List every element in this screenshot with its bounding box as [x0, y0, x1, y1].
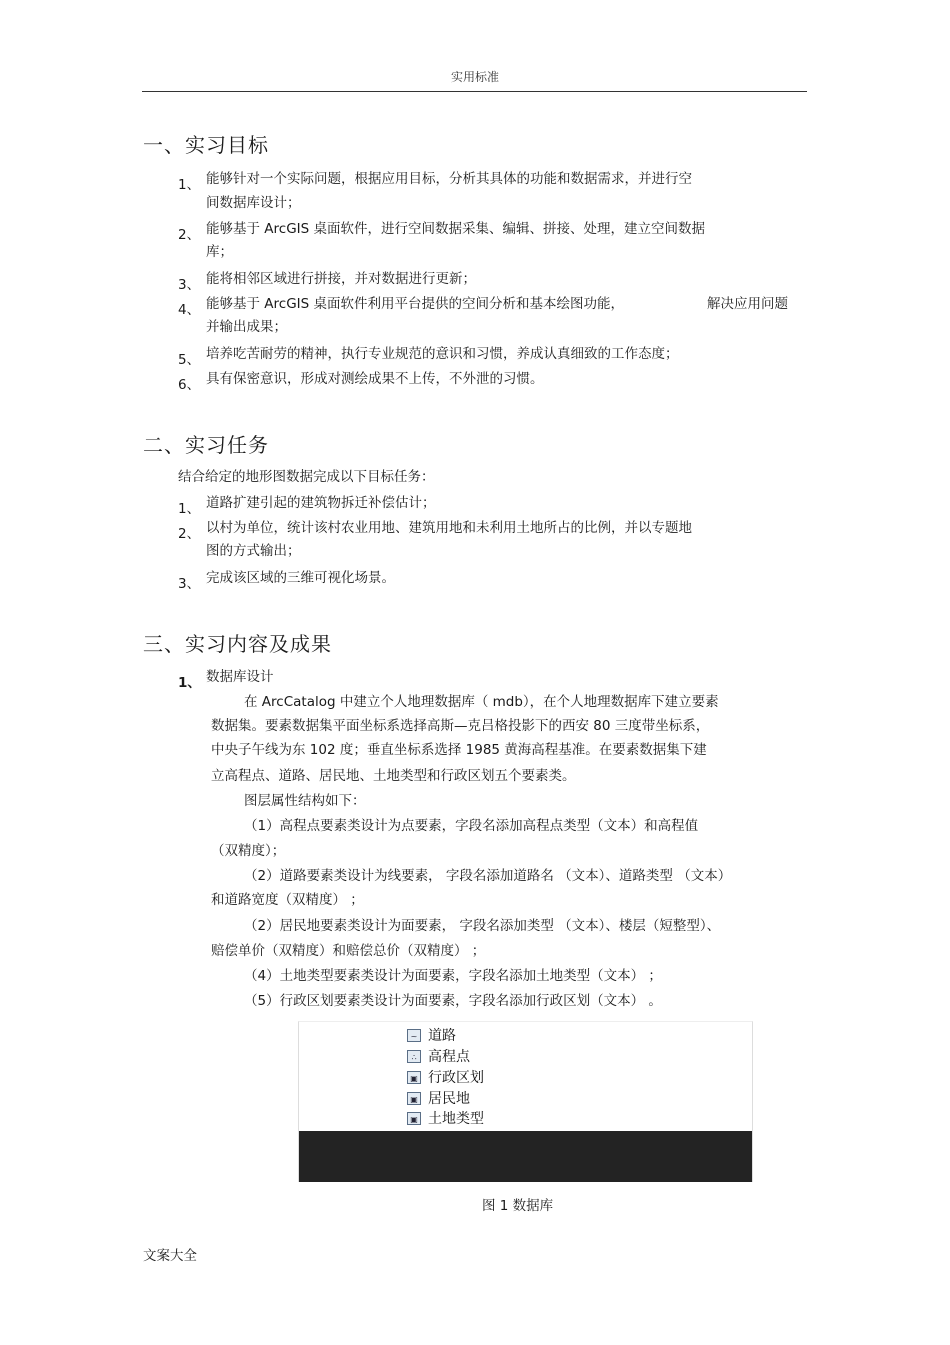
tree-item-admin — [407, 1068, 484, 1086]
s2-item-2-num: 2、 — [178, 526, 201, 542]
tree-item-label: 居民地 — [428, 1091, 470, 1107]
header-rule — [142, 91, 807, 92]
s3-para-line-2: 数据集。要素数据集平面坐标系选择高斯—克吕格投影下的西安 80 三度带坐标系， — [211, 718, 710, 734]
tree-item-road — [407, 1026, 456, 1044]
s2-item-2-line1: 以村为单位，统计该村农业用地、建筑用地和未利用土地所占的比例，并以专题地 — [206, 520, 692, 536]
s3-layer-line-2: （双精度）； — [211, 843, 286, 859]
page-footer: 文案大全 — [143, 1248, 197, 1264]
tree-item-label: 道路 — [428, 1028, 456, 1044]
s3-para-line-4: 立高程点、道路、居民地、土地类型和行政区划五个要素类。 — [211, 768, 576, 784]
s3-layer-line-7: （4）土地类型要素类设计为面要素，字段名添加土地类型（文本） ； — [244, 968, 662, 984]
s2-item-2-line2: 图的方式输出； — [206, 543, 301, 559]
polygon-feature-icon: ▣ — [407, 1071, 421, 1084]
tree-item-landuse — [407, 1109, 484, 1127]
page-header: 实用标准 — [450, 70, 499, 84]
section-3-title: 三、实习内容及成果 — [143, 632, 332, 656]
tree-item-label: 行政区划 — [428, 1070, 484, 1086]
tree-item-elevation — [407, 1047, 470, 1065]
s1-item-5-num: 5、 — [178, 352, 201, 368]
s1-item-2-line1: 能够基于 ArcGIS 桌面软件，进行空间数据采集、编辑、拼接、处理，建立空间数据 — [206, 221, 706, 237]
s1-item-4-line2: 并输出成果； — [206, 319, 287, 335]
figure-caption: 图 1 数据库 — [482, 1198, 554, 1214]
s3-sub-title: 数据库设计 — [206, 669, 274, 685]
tree-item-residential — [407, 1089, 470, 1107]
s3-layer-intro: 图层属性结构如下： — [244, 793, 366, 809]
polygon-feature-icon: ▣ — [407, 1112, 421, 1125]
tree-item-label: 高程点 — [428, 1049, 470, 1065]
s3-para-line-1: 在 ArcCatalog 中建立个人地理数据库（ mdb），在个人地理数据库下建立要素 — [244, 694, 719, 710]
s2-item-1-num: 1、 — [178, 501, 201, 517]
s1-item-1-line1: 能够针对一个实际问题，根据应用目标，分析其具体的功能和数据需求，并进行空 — [206, 171, 692, 187]
s2-item-3-num: 3、 — [178, 576, 201, 592]
s3-layer-line-4: 和道路宽度（双精度） ； — [211, 892, 364, 908]
database-figure — [298, 1021, 753, 1182]
s3-para-line-3: 中央子午线为东 102 度；垂直坐标系选择 1985 黄海高程基准。在要素数据集下建 — [211, 742, 707, 758]
s2-item-1-line1: 道路扩建引起的建筑物拆迁补偿估计； — [206, 495, 436, 511]
s3-sub-num: 1、 — [178, 675, 201, 691]
s2-intro: 结合给定的地形图数据完成以下目标任务： — [178, 469, 435, 485]
s3-layer-line-1: （1）高程点要素类设计为点要素，字段名添加高程点类型（文本）和高程值 — [244, 818, 699, 834]
tree-item-label: 土地类型 — [428, 1111, 484, 1127]
s1-item-4-num: 4、 — [178, 302, 201, 318]
point-feature-icon: ∴ — [407, 1050, 421, 1063]
s1-item-5-line1: 培养吃苦耐劳的精神，执行专业规范的意识和习惯，养成认真细致的工作态度； — [206, 346, 679, 362]
s3-layer-line-5: （2）居民地要素类设计为面要素， 字段名添加类型 （文本）、楼层（短整型）、 — [244, 918, 721, 934]
s1-item-2-num: 2、 — [178, 227, 201, 243]
s1-item-2-line2: 库； — [206, 244, 233, 260]
s3-layer-line-6: 赔偿单价（双精度）和赔偿总价（双精度） ； — [211, 943, 486, 959]
s1-item-3-line1: 能将相邻区域进行拼接，并对数据进行更新； — [206, 271, 476, 287]
s1-item-4-line1b: 解决应用问题 — [707, 296, 788, 312]
s1-item-1-num: 1、 — [178, 177, 201, 193]
s3-layer-line-3: （2）道路要素类设计为线要素， 字段名添加道路名 （文本）、道路类型 （文本） — [244, 868, 732, 884]
section-1-title: 一、实习目标 — [143, 133, 269, 157]
section-2-title: 二、实习任务 — [143, 433, 269, 457]
s3-layer-line-8: （5）行政区划要素类设计为面要素，字段名添加行政区划（文本） 。 — [244, 993, 662, 1009]
s1-item-6-num: 6、 — [178, 377, 201, 393]
s1-item-6-line1: 具有保密意识，形成对测绘成果不上传，不外泄的习惯。 — [206, 371, 544, 387]
s1-item-3-num: 3、 — [178, 277, 201, 293]
s1-item-1-line2: 间数据库设计； — [206, 195, 301, 211]
line-feature-icon: ~ — [407, 1029, 421, 1042]
s2-item-3-line1: 完成该区域的三维可视化场景。 — [206, 570, 395, 586]
s1-item-4-line1: 能够基于 ArcGIS 桌面软件利用平台提供的空间分析和基本绘图功能， — [206, 296, 625, 312]
figure-dark-band — [299, 1131, 752, 1182]
polygon-feature-icon: ▣ — [407, 1092, 421, 1105]
